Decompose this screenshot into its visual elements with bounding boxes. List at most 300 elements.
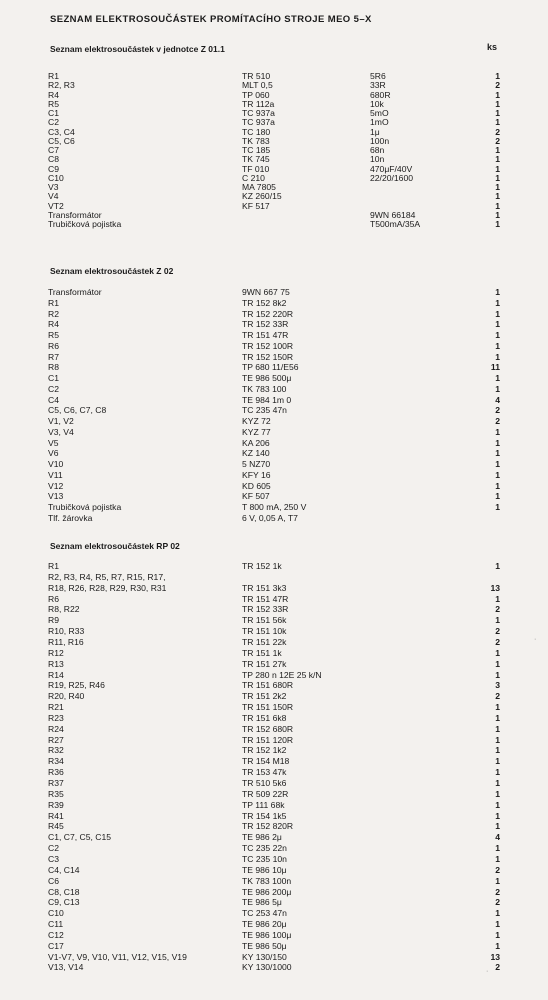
component-type: 6 V, 0,05 A, T7 (242, 512, 298, 523)
component-quantity: 1 (495, 71, 500, 81)
component-designator: R13 (48, 658, 64, 669)
component-quantity: 1 (495, 561, 500, 571)
component-quantity: 1 (495, 448, 500, 459)
component-quantity: 1 (495, 89, 500, 100)
component-row (0, 876, 548, 886)
component-row (0, 778, 548, 788)
component-designator: C9, C13 (48, 897, 80, 908)
component-type: TE 986 2μ (242, 832, 282, 843)
component-quantity: 1 (495, 502, 500, 512)
component-quantity: 1 (495, 437, 500, 448)
component-designator: R24 (48, 723, 64, 734)
component-designator: R35 (48, 788, 64, 799)
component-quantity: 11 (490, 362, 500, 373)
component-designator: R11, R16 (48, 637, 84, 647)
component-quantity: 1 (495, 145, 500, 155)
component-quantity: 13 (490, 951, 500, 962)
component-row (0, 767, 548, 777)
component-type: TC 185 (242, 145, 271, 155)
component-designator: C1, C7, C5, C15 (48, 832, 112, 843)
component-designator: R19, R25, R46 (48, 680, 105, 691)
component-value: 10k (370, 98, 384, 109)
component-designator: R8 (48, 362, 59, 373)
component-designator: V13, V14 (48, 962, 84, 973)
component-designator: C10 (48, 172, 64, 183)
component-row (0, 572, 548, 582)
component-type: TR 154 M18 (242, 756, 290, 767)
component-row (0, 854, 548, 864)
component-designator: C7 (48, 145, 59, 155)
component-row (0, 756, 548, 766)
component-designator: R4 (48, 319, 59, 330)
component-designator: Tlf. žárovka (48, 512, 93, 523)
component-quantity: 1 (495, 308, 500, 319)
component-quantity: 1 (495, 929, 500, 940)
component-designator: R10, R33 (48, 626, 85, 637)
component-row (0, 897, 548, 907)
component-row (0, 724, 548, 734)
component-designator: VT2 (48, 200, 64, 211)
component-designator: Trubičková pojistka (48, 502, 122, 512)
component-row (0, 561, 548, 571)
component-quantity: 1 (495, 767, 500, 778)
component-designator: R45 (48, 821, 64, 832)
component-quantity: 1 (495, 163, 500, 174)
component-quantity: 1 (495, 154, 500, 165)
component-row (0, 659, 548, 669)
component-quantity: 1 (495, 383, 500, 394)
component-value: 5R6 (370, 71, 386, 81)
component-type: TP 060 (242, 89, 270, 100)
component-designator: R18, R26, R28, R29, R30, R31 (48, 582, 167, 593)
component-type: TR 151 1k (242, 647, 282, 658)
component-type: TC 235 47n (242, 405, 287, 416)
component-quantity: 1 (495, 182, 500, 192)
component-quantity: 2 (495, 135, 500, 146)
component-designator: R23 (48, 712, 64, 723)
component-type: TR 151 680R (242, 680, 294, 691)
component-row (0, 352, 548, 362)
component-type: TK 783 100 (242, 383, 287, 394)
component-designator: R1 (48, 71, 59, 81)
component-designator: C4 (48, 394, 59, 405)
component-quantity: 1 (495, 658, 500, 669)
component-quantity: 1 (495, 669, 500, 680)
component-type: TE 986 20μ (242, 919, 287, 930)
component-row (0, 470, 548, 480)
component-type: KY 130/150 (242, 951, 287, 962)
component-row (0, 865, 548, 875)
component-designator: C17 (48, 940, 64, 951)
component-quantity: 1 (495, 172, 500, 183)
component-row (0, 594, 548, 604)
component-quantity: 1 (495, 209, 500, 220)
component-quantity: 2 (495, 80, 500, 91)
component-quantity: 1 (495, 340, 500, 351)
component-type: TC 937a (242, 117, 275, 128)
component-type: TC 253 47n (242, 908, 287, 919)
component-row (0, 481, 548, 491)
component-type: TE 986 100μ (242, 929, 292, 940)
component-type: TR 152 33R (242, 319, 289, 330)
component-quantity: 1 (495, 98, 500, 109)
component-value: 100n (370, 135, 390, 146)
component-designator: R1 (48, 297, 59, 308)
component-quantity: 1 (495, 799, 500, 810)
component-designator: R1 (48, 561, 59, 571)
component-row (0, 491, 548, 501)
component-row (0, 502, 548, 512)
component-type: TE 986 200μ (242, 886, 292, 897)
component-value: 22/20/1600 (370, 172, 414, 183)
component-quantity: 2 (495, 626, 500, 637)
component-value: 68n (370, 145, 385, 155)
component-type: TR 152 680R (242, 723, 294, 734)
component-type: TP 111 68k (242, 799, 285, 810)
component-row (0, 941, 548, 951)
component-row (0, 702, 548, 712)
component-row (0, 930, 548, 940)
component-row (0, 713, 548, 723)
component-row (0, 604, 548, 614)
component-quantity: 2 (495, 897, 500, 908)
component-row (0, 341, 548, 351)
component-designator: R7 (48, 351, 59, 362)
component-designator: V13 (48, 491, 64, 502)
component-type: TK 783 (242, 135, 270, 146)
component-quantity: 1 (495, 459, 500, 469)
component-quantity: 1 (495, 117, 500, 128)
component-quantity: 1 (495, 491, 500, 502)
component-type: TR 510 (242, 71, 271, 81)
component-value: 10n (370, 154, 385, 165)
component-designator: R8, R22 (48, 604, 80, 615)
component-designator: R27 (48, 734, 64, 745)
component-quantity: 1 (495, 788, 500, 799)
component-designator: Transformátor (48, 287, 102, 297)
component-type: TE 986 5μ (242, 897, 282, 908)
component-type: TR 509 22R (242, 788, 289, 799)
component-row (0, 789, 548, 799)
component-designator: R36 (48, 767, 64, 778)
component-type: TE 984 1m 0 (242, 394, 292, 405)
component-designator: R9 (48, 615, 59, 626)
component-type: TE 986 500μ (242, 373, 292, 383)
component-quantity: 1 (495, 330, 500, 340)
component-type: TR 151 10k (242, 626, 287, 637)
component-quantity: 1 (495, 426, 500, 437)
component-type: TR 152 33R (242, 604, 289, 615)
component-type: TR 151 150R (242, 702, 294, 712)
component-designator: R5 (48, 330, 59, 340)
component-type: KZ 260/15 (242, 191, 282, 202)
component-designator: R2 (48, 308, 59, 319)
component-row (0, 416, 548, 426)
component-type: MA 7805 (242, 182, 276, 192)
component-designator: R21 (48, 702, 64, 712)
component-type: TR 151 56k (242, 615, 287, 626)
component-row (0, 919, 548, 929)
component-designator: R4 (48, 89, 59, 100)
component-type: TR 510 5k6 (242, 778, 287, 788)
component-row (0, 670, 548, 680)
component-designator: R14 (48, 669, 64, 680)
component-row (0, 298, 548, 308)
component-type: KYZ 72 (242, 416, 271, 426)
component-quantity: 1 (495, 615, 500, 626)
component-value: 1mO (370, 117, 389, 128)
component-row (0, 745, 548, 755)
component-row (0, 448, 548, 458)
component-row (0, 427, 548, 437)
component-row (0, 691, 548, 701)
component-quantity: 2 (495, 126, 500, 137)
component-type: TR 112a (242, 98, 275, 109)
component-type: TR 151 2k2 (242, 691, 287, 702)
component-type: TC 937a (242, 108, 275, 118)
component-quantity: 1 (495, 373, 500, 383)
component-designator: V5 (48, 437, 59, 448)
component-type: TR 152 8k2 (242, 297, 287, 308)
component-row (0, 395, 548, 405)
component-designator: V1-V7, V9, V10, V11, V12, V15, V19 (48, 951, 187, 962)
component-designator: V3 (48, 182, 59, 192)
component-row (0, 583, 548, 593)
component-designator: C3, C4 (48, 126, 75, 137)
component-row (0, 405, 548, 415)
component-type: TK 783 100n (242, 875, 292, 886)
paper-speck: · (486, 968, 489, 975)
component-designator: C1 (48, 373, 59, 383)
component-quantity: 3 (495, 680, 500, 691)
component-row (0, 362, 548, 372)
component-value: 1μ (370, 126, 380, 137)
component-type: KY 130/1000 (242, 962, 292, 973)
component-row (0, 615, 548, 625)
section-title: Seznam elektrosoučástek Z 02 (50, 266, 174, 276)
component-row (0, 459, 548, 469)
component-quantity: 1 (495, 940, 500, 951)
component-row (0, 384, 548, 394)
component-designator: C5, C6 (48, 135, 75, 146)
component-designator: R41 (48, 810, 64, 821)
component-quantity: 1 (495, 853, 500, 864)
paper-speck: · (534, 636, 537, 643)
component-designator: R32 (48, 745, 64, 756)
component-designator: C11 (48, 919, 64, 930)
component-type: TE 986 50μ (242, 940, 287, 951)
component-type: TC 180 (242, 126, 271, 137)
component-designator: C6 (48, 875, 59, 886)
component-type: TR 151 120R (242, 734, 294, 745)
section-title: Seznam elektrosoučástek RP 02 (50, 541, 180, 551)
component-type: 9WN 667 75 (242, 287, 290, 297)
component-type: 5 NZ70 (242, 459, 271, 469)
component-value: 470μF/40V (370, 163, 413, 174)
component-quantity: 1 (495, 810, 500, 821)
component-quantity: 1 (495, 287, 500, 297)
component-designator: C2 (48, 383, 59, 394)
component-type: TR 152 220R (242, 308, 294, 319)
component-row (0, 952, 548, 962)
component-quantity: 1 (495, 919, 500, 930)
component-quantity: 2 (495, 962, 500, 973)
component-type: TC 235 10n (242, 853, 287, 864)
component-type: KF 507 (242, 491, 270, 502)
component-designator: V3, V4 (48, 426, 74, 437)
component-row (0, 800, 548, 810)
component-quantity: 1 (495, 745, 500, 756)
component-designator: C12 (48, 929, 64, 940)
component-row (0, 626, 548, 636)
component-designator: Transformátor (48, 209, 102, 220)
component-type: TR 152 1k (242, 561, 282, 571)
component-value: 33R (370, 80, 386, 91)
component-row (0, 438, 548, 448)
component-type: KFY 16 (242, 469, 271, 480)
component-row (0, 330, 548, 340)
component-type: KZ 140 (242, 448, 270, 459)
component-type: TR 151 22k (242, 637, 287, 647)
component-row (0, 832, 548, 842)
component-type: KD 605 (242, 480, 271, 491)
component-designator: R6 (48, 593, 59, 604)
component-value: 9WN 66184 (370, 209, 416, 220)
section-title: Seznam elektrosoučástek v jednotce Z 01.1 (50, 44, 225, 54)
component-row (0, 637, 548, 647)
component-designator: V6 (48, 448, 59, 459)
component-quantity: 1 (495, 297, 500, 308)
component-designator: R2, R3 (48, 80, 75, 91)
component-row (0, 821, 548, 831)
component-quantity: 1 (495, 712, 500, 723)
component-designator: R6 (48, 340, 59, 351)
component-quantity: 1 (495, 908, 500, 919)
component-designator: R5 (48, 98, 59, 109)
component-row (0, 962, 548, 972)
component-designator: R37 (48, 778, 64, 788)
component-type: TR 154 1k5 (242, 810, 287, 821)
component-quantity: 2 (495, 864, 500, 875)
component-type: KA 206 (242, 437, 270, 448)
component-quantity: 1 (495, 723, 500, 734)
component-quantity: 1 (495, 469, 500, 480)
component-designator: C5, C6, C7, C8 (48, 405, 107, 416)
component-quantity: 4 (495, 394, 500, 405)
component-quantity: 1 (495, 875, 500, 886)
component-designator: V4 (48, 191, 59, 202)
component-row (0, 309, 548, 319)
component-type: TF 010 (242, 163, 270, 174)
component-type: TR 151 47R (242, 330, 289, 340)
component-row (0, 887, 548, 897)
component-row (0, 735, 548, 745)
page-title: SEZNAM ELEKTROSOUČÁSTEK PROMÍTACÍHO STROJE MEO 5–X (50, 14, 372, 25)
component-quantity: 1 (495, 821, 500, 832)
component-quantity: 2 (495, 691, 500, 702)
component-designator: C2 (48, 117, 59, 128)
component-row (0, 908, 548, 918)
component-row (0, 513, 548, 523)
component-quantity: 1 (495, 108, 500, 118)
component-quantity: 1 (495, 843, 500, 854)
component-type: KF 517 (242, 200, 270, 211)
component-designator: R20, R40 (48, 691, 85, 702)
component-value: 5mO (370, 108, 389, 118)
component-type: TE 986 10μ (242, 864, 287, 875)
component-type: TR 153 47k (242, 767, 287, 778)
component-designator: C2 (48, 843, 59, 854)
component-type: TR 151 3k3 (242, 582, 287, 593)
component-type: TR 151 6k8 (242, 712, 287, 723)
component-designator: Trubičková pojistka (48, 219, 122, 229)
quantity-column-header: ks (487, 42, 498, 52)
component-type: TR 152 820R (242, 821, 294, 832)
component-row (0, 287, 548, 297)
component-quantity: 1 (495, 319, 500, 330)
component-quantity: 1 (495, 219, 500, 229)
component-designator: C8 (48, 154, 59, 165)
component-row (0, 648, 548, 658)
component-designator: C9 (48, 163, 59, 174)
component-designator: C1 (48, 108, 59, 118)
component-value: 680R (370, 89, 391, 100)
component-designator: C8, C18 (48, 886, 80, 897)
component-designator: R34 (48, 756, 64, 767)
component-quantity: 1 (495, 191, 500, 202)
component-type: TR 151 47R (242, 593, 289, 604)
component-value: T500mA/35A (370, 219, 421, 229)
component-type: C 210 (242, 172, 265, 183)
component-row (0, 219, 548, 229)
component-designator: C3 (48, 853, 59, 864)
component-designator: R2, R3, R4, R5, R7, R15, R17, (48, 571, 166, 582)
component-quantity: 1 (495, 756, 500, 767)
component-type: T 800 mA, 250 V (242, 502, 307, 512)
component-row (0, 811, 548, 821)
component-type: TR 152 150R (242, 351, 294, 362)
component-quantity: 1 (495, 778, 500, 788)
component-quantity: 13 (490, 582, 500, 593)
component-quantity: 1 (495, 480, 500, 491)
component-row (0, 319, 548, 329)
component-quantity: 2 (495, 886, 500, 897)
component-quantity: 1 (495, 702, 500, 712)
component-designator: R39 (48, 799, 64, 810)
component-designator: C10 (48, 908, 64, 919)
component-quantity: 2 (495, 416, 500, 426)
component-designator: V1, V2 (48, 416, 74, 426)
component-quantity: 1 (495, 734, 500, 745)
component-quantity: 4 (495, 832, 500, 843)
component-quantity: 1 (495, 200, 500, 211)
component-type: TP 680 11/E56 (242, 362, 299, 373)
component-type: TK 745 (242, 154, 270, 165)
component-quantity: 1 (495, 351, 500, 362)
component-quantity: 2 (495, 604, 500, 615)
component-quantity: 2 (495, 405, 500, 416)
component-row (0, 373, 548, 383)
component-type: TR 152 1k2 (242, 745, 287, 756)
component-row (0, 843, 548, 853)
component-type: TR 152 100R (242, 340, 294, 351)
component-quantity: 1 (495, 647, 500, 658)
component-designator: C4, C14 (48, 864, 80, 875)
component-type: MLT 0,5 (242, 80, 273, 91)
component-type: TC 235 22n (242, 843, 287, 854)
component-designator: R12 (48, 647, 64, 658)
component-quantity: 1 (495, 593, 500, 604)
